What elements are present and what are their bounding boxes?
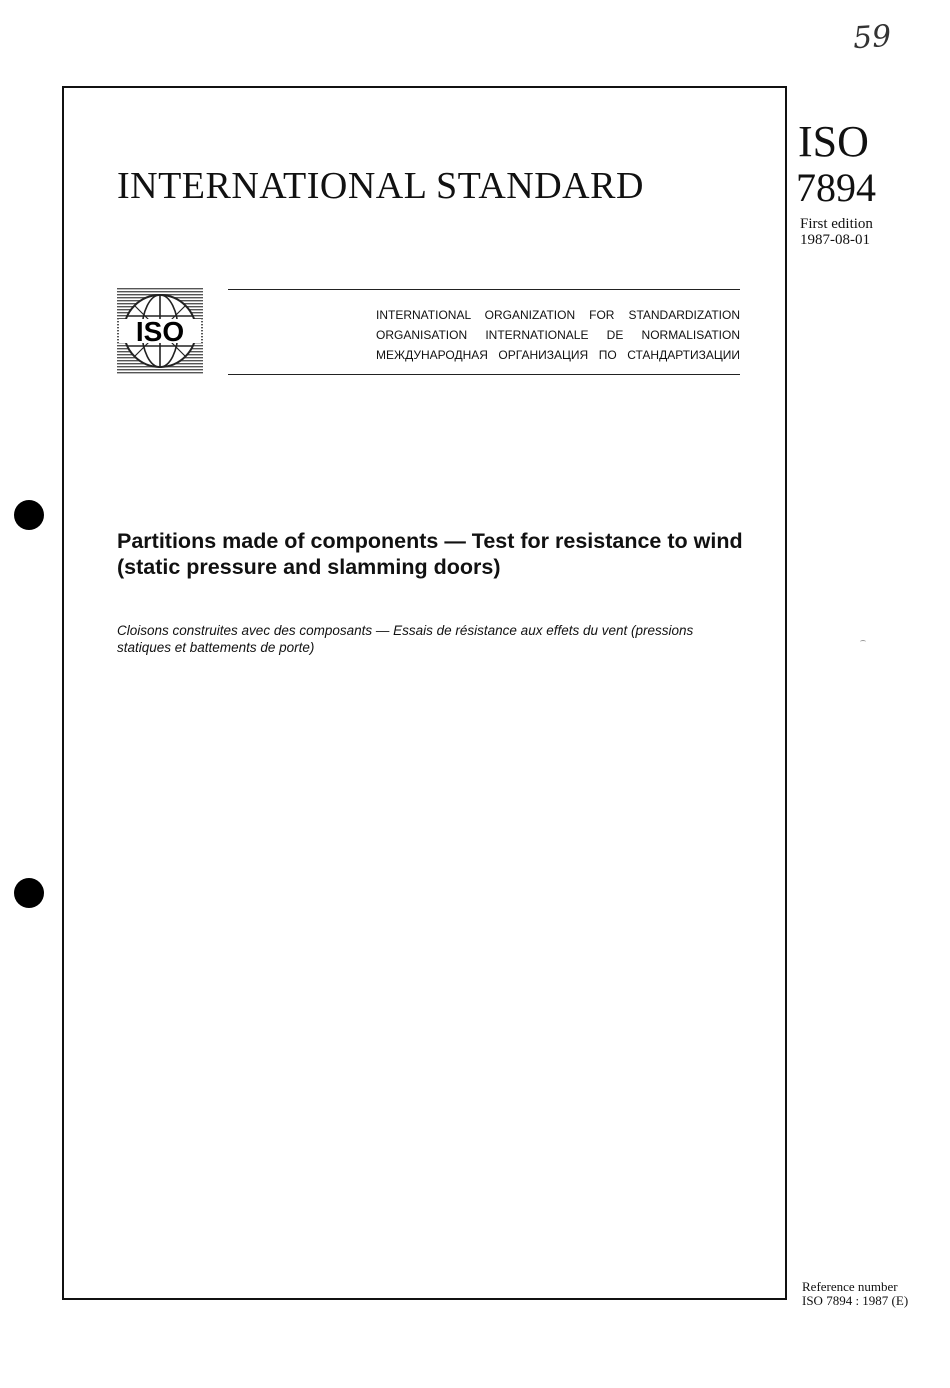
document-subtitle-french: Cloisons construites avec des composants — Essais de résistance aux effets du vent (pressions statiques et battements de porte) xyxy=(117,623,694,655)
reference-label: Reference number xyxy=(802,1279,898,1294)
handwritten-page-number: 59 xyxy=(851,18,893,57)
iso-logo xyxy=(117,288,203,374)
reference-number: ISO 7894 : 1987 (E) xyxy=(802,1293,909,1308)
logo-text: ISO xyxy=(135,316,185,347)
bottom-rule xyxy=(228,374,740,375)
org-name-russian: МЕЖДУНАРОДНАЯ ОРГАНИЗАЦИЯ ПО СТАНДАРТИЗАЦИИ xyxy=(376,348,740,362)
page-title: INTERNATIONAL STANDARD xyxy=(117,165,644,207)
iso-standard-number: 7894 xyxy=(796,165,876,210)
top-rule xyxy=(228,289,740,290)
organization-names xyxy=(376,305,740,365)
punch-hole xyxy=(14,500,44,530)
edition-label: First edition xyxy=(800,216,873,232)
punch-hole xyxy=(14,878,44,908)
document-frame xyxy=(62,86,787,1300)
iso-label: ISO xyxy=(798,117,869,166)
document-title: Partitions made of components — Test for resistance to wind (static pressure and slamming doors) xyxy=(117,529,743,579)
edition-date: 1987-08-01 xyxy=(800,232,870,248)
org-name-english: INTERNATIONAL ORGANIZATION FOR STANDARDIZATION xyxy=(376,308,740,322)
scan-speck xyxy=(860,640,866,644)
edition-info xyxy=(800,216,873,248)
iso-globe-icon xyxy=(117,288,203,374)
org-name-french: ORGANISATION INTERNATIONALE DE NORMALISATION xyxy=(376,328,740,342)
